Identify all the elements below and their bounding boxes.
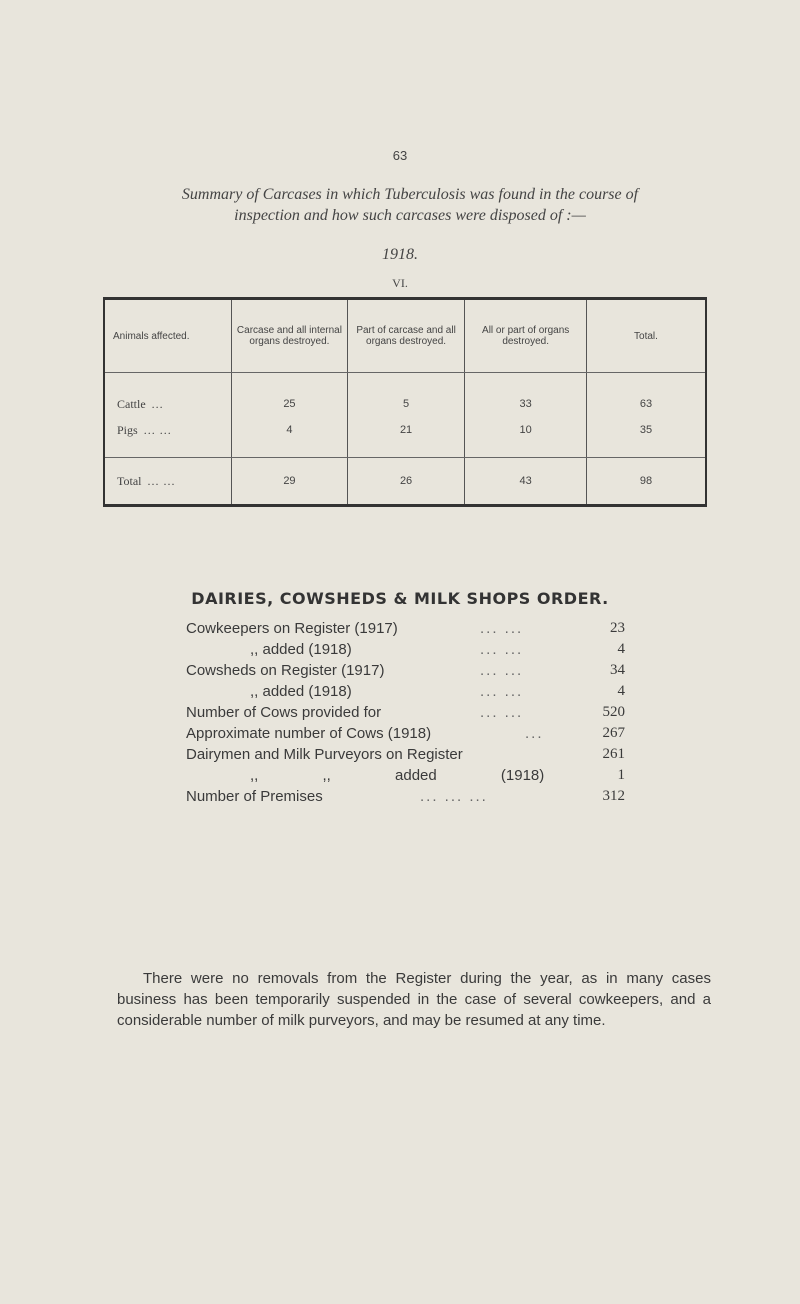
cell-carcase-all-organs: 25 bbox=[232, 391, 348, 417]
item-label: Number of Cows provided for bbox=[186, 704, 382, 721]
item-value: 261 bbox=[602, 746, 625, 762]
item-value: 1 bbox=[617, 767, 625, 783]
item-dots: ... ... ... bbox=[420, 788, 488, 805]
item-label: Cowkeepers on Register (1917) bbox=[186, 620, 398, 637]
item-value: 34 bbox=[610, 662, 625, 678]
total-carcase-all-organs: 29 bbox=[232, 458, 348, 506]
page-number: 63 bbox=[392, 148, 408, 163]
item-dots: ... ... bbox=[480, 662, 524, 679]
body-paragraph: There were no removals from the Register during the year, as in many cases business has been temporarily suspended in the case of several cowkeepers, and a considerable number of milk purveyors, and may be resumed at any time. bbox=[117, 970, 711, 1029]
item-label: Dairymen and Milk Purveyors on Register bbox=[186, 746, 463, 763]
list-item bbox=[180, 620, 640, 641]
item-label: Number of Premises bbox=[186, 788, 323, 805]
table-total-row bbox=[104, 458, 706, 506]
total-label: Total bbox=[117, 473, 142, 488]
cell-organs-destroyed: 33 bbox=[465, 391, 587, 417]
row-label-cell bbox=[104, 417, 232, 443]
tuberculosis-table bbox=[103, 297, 707, 507]
item-value: 267 bbox=[602, 725, 625, 741]
item-label: ,, ,, added (1918) bbox=[250, 767, 545, 784]
item-label: Cowsheds on Register (1917) bbox=[186, 662, 385, 679]
header-carcase-all-organs: Carcase and all internal organs destroyed. bbox=[232, 299, 348, 373]
total-label-cell bbox=[104, 458, 232, 506]
item-value: 4 bbox=[617, 683, 625, 699]
list-item bbox=[180, 788, 640, 809]
item-label: ,, added (1918) bbox=[250, 641, 352, 658]
table-caption: Summary of Carcases in which Tuberculosis was found in the course of inspection and how such carcases were disposed of :— bbox=[181, 186, 639, 224]
item-dots: ... ... bbox=[480, 683, 524, 700]
item-value: 312 bbox=[602, 788, 625, 804]
item-dots: ... ... bbox=[480, 620, 524, 637]
row-label: Cattle bbox=[117, 396, 146, 411]
cell-total: 35 bbox=[586, 417, 706, 443]
item-dots: ... ... bbox=[480, 641, 524, 658]
item-label: Approximate number of Cows (1918) bbox=[186, 725, 432, 742]
list-item bbox=[180, 725, 640, 746]
header-animals-affected: Animals affected. bbox=[104, 299, 232, 373]
item-dots: ... ... bbox=[480, 704, 524, 721]
header-organs-destroyed: All or part of organs destroyed. bbox=[465, 299, 587, 373]
list-item bbox=[180, 683, 640, 704]
table-header-row bbox=[104, 299, 706, 373]
total-part-carcase: 26 bbox=[347, 458, 465, 506]
item-value: 4 bbox=[617, 641, 625, 657]
table-year: 1918. bbox=[382, 246, 418, 263]
table-row bbox=[104, 417, 706, 443]
table-number: VI. bbox=[392, 276, 408, 290]
cell-carcase-all-organs: 4 bbox=[232, 417, 348, 443]
item-dots: ... bbox=[525, 725, 544, 742]
table-row bbox=[104, 391, 706, 417]
item-value: 520 bbox=[602, 704, 625, 720]
row-label: Pigs bbox=[117, 422, 138, 437]
total-total: 98 bbox=[586, 458, 706, 506]
list-item bbox=[180, 767, 640, 788]
item-value: 23 bbox=[610, 620, 625, 636]
cell-organs-destroyed: 10 bbox=[465, 417, 587, 443]
total-dots: ... ... bbox=[147, 473, 176, 488]
list-item bbox=[180, 704, 640, 725]
header-total: Total. bbox=[586, 299, 706, 373]
list-item bbox=[180, 641, 640, 662]
item-label: ,, added (1918) bbox=[250, 683, 352, 700]
cell-total: 63 bbox=[586, 391, 706, 417]
order-statistics-list bbox=[180, 620, 640, 809]
cell-part-carcase: 21 bbox=[347, 417, 465, 443]
list-item bbox=[180, 746, 640, 767]
list-item bbox=[180, 662, 640, 683]
row-dots: ... ... bbox=[143, 422, 172, 437]
row-dots: ... bbox=[151, 396, 164, 411]
row-label-cell bbox=[104, 391, 232, 417]
section-heading: DAIRIES, COWSHEDS & MILK SHOPS ORDER. bbox=[191, 589, 609, 608]
header-part-carcase: Part of carcase and all organs destroyed. bbox=[347, 299, 465, 373]
total-organs-destroyed: 43 bbox=[465, 458, 587, 506]
cell-part-carcase: 5 bbox=[347, 391, 465, 417]
